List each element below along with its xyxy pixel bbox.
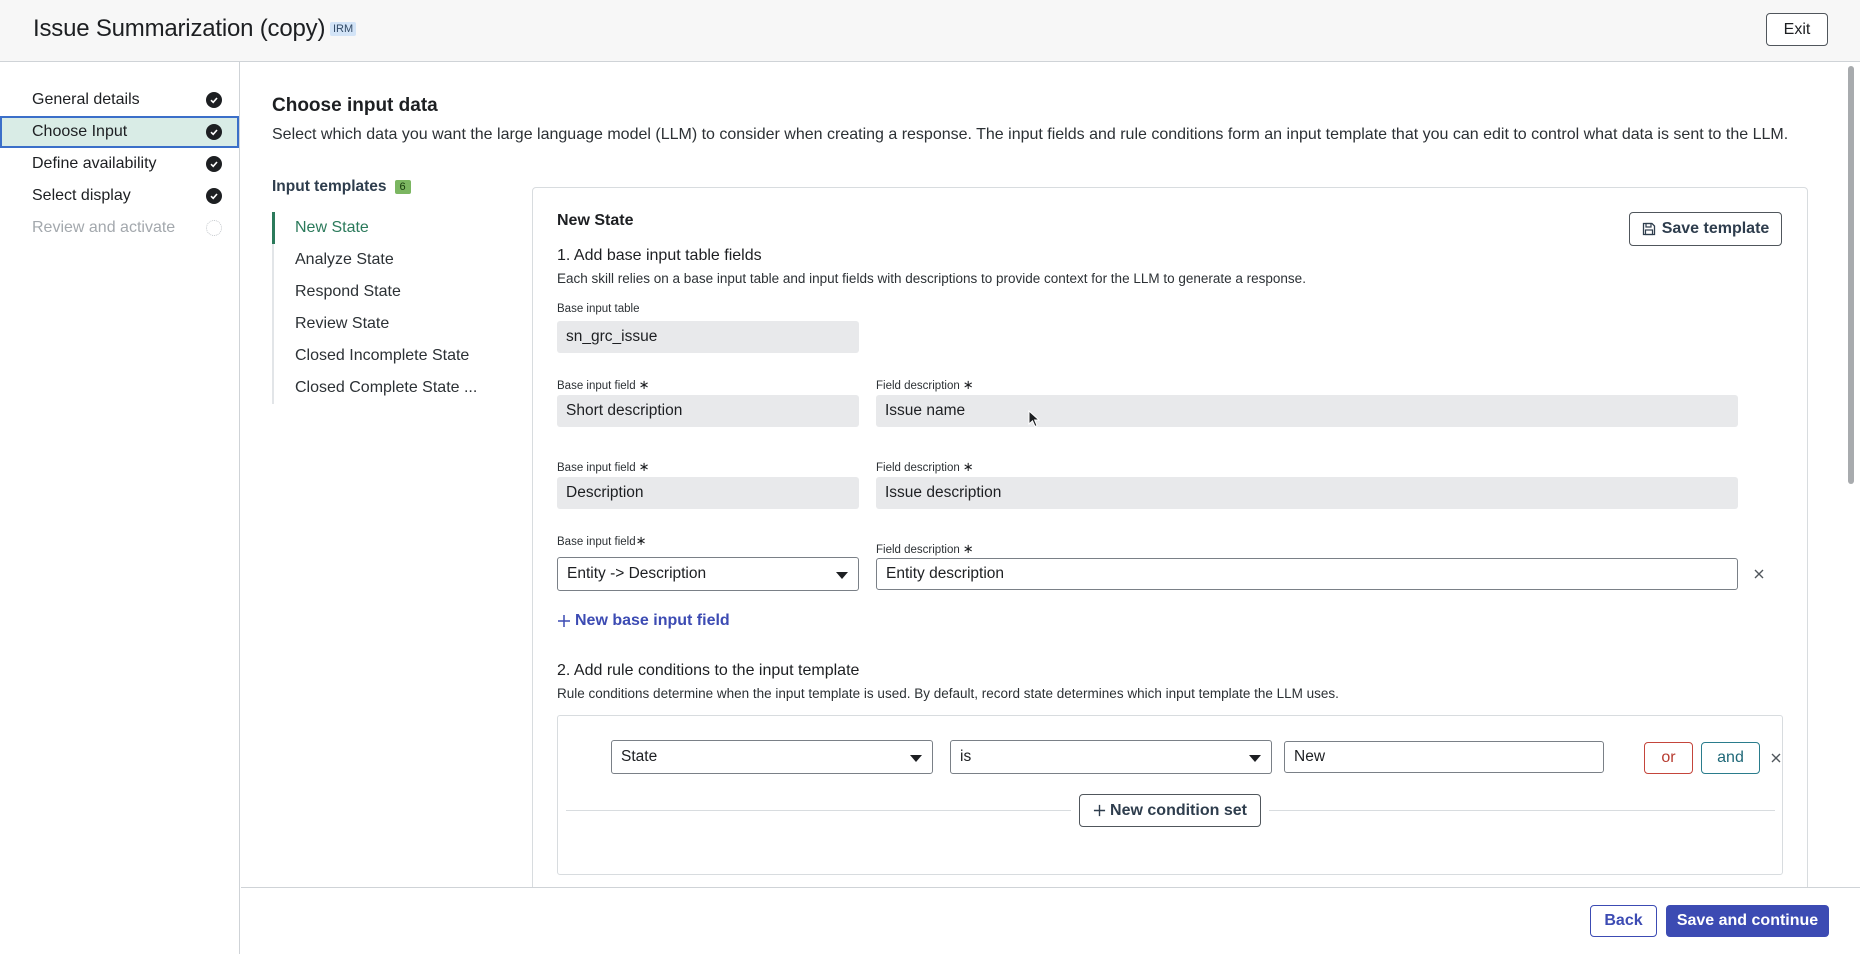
- new-base-input-field-label: New base input field: [575, 612, 730, 629]
- scrollbar-thumb[interactable]: [1848, 66, 1854, 484]
- template-item-respond-state[interactable]: Respond State: [272, 276, 482, 308]
- divider-right: [1269, 810, 1775, 811]
- base-field-label: Base input field∗: [557, 533, 647, 548]
- irm-badge: IRM: [330, 22, 356, 36]
- or-button[interactable]: or: [1644, 742, 1693, 774]
- step-label: Choose Input: [32, 123, 128, 140]
- wizard-footer: [241, 887, 1860, 954]
- remove-condition-icon[interactable]: [1769, 751, 1783, 765]
- main-content: [241, 62, 1841, 887]
- step-define-availability[interactable]: [0, 148, 239, 180]
- check-circle-icon: [206, 156, 222, 172]
- base-field-description: Description: [557, 477, 859, 509]
- base-field-label: Base input field ∗: [557, 459, 650, 474]
- templates-count-badge: 6: [395, 180, 411, 194]
- base-field-select[interactable]: [557, 557, 859, 591]
- back-button[interactable]: Back: [1590, 905, 1657, 937]
- plus-icon: [1093, 804, 1106, 817]
- template-item-review-state[interactable]: Review State: [272, 308, 482, 340]
- save-template-button[interactable]: [1629, 212, 1782, 246]
- step-label: Select display: [32, 187, 131, 204]
- save-icon: [1642, 222, 1656, 236]
- input-templates-label: Input templates: [272, 178, 387, 195]
- field-description-label: Field description ∗: [876, 377, 974, 392]
- template-item-analyze-state[interactable]: Analyze State: [272, 244, 482, 276]
- check-circle-icon: [206, 188, 222, 204]
- exit-button[interactable]: Exit: [1766, 13, 1828, 46]
- template-item-closed-complete-state[interactable]: Closed Complete State ...: [272, 372, 482, 404]
- section2-title: 2. Add rule conditions to the input template: [557, 662, 860, 679]
- mouse-cursor-icon: [1028, 410, 1040, 428]
- step-select-display[interactable]: [0, 180, 239, 212]
- page-title: Choose input data: [272, 95, 438, 116]
- field-description-issue-name: Issue name: [876, 395, 1738, 427]
- template-editor-card: [532, 187, 1808, 887]
- template-item-closed-incomplete-state[interactable]: Closed Incomplete State: [272, 340, 482, 372]
- page-description: Select which data you want the large language model (LLM) to consider when creating a response. The input fields and rule conditions form an input template that you can edit to control what data is sent to the LLM.: [272, 126, 1789, 143]
- condition-operator-value: is: [960, 748, 972, 765]
- remove-field-icon[interactable]: [1752, 567, 1766, 581]
- section2-description: Rule conditions determine when the input template is used. By default, record state determines which input template the LLM uses.: [557, 686, 1339, 701]
- app-header: [0, 0, 1860, 62]
- base-field-select-value: Entity -> Description: [567, 565, 707, 582]
- field-description-label: Field description ∗: [876, 541, 974, 556]
- template-list: [272, 212, 482, 404]
- step-choose-input[interactable]: [0, 116, 239, 148]
- step-label: Review and activate: [32, 219, 176, 236]
- plus-icon: [557, 614, 571, 628]
- wizard-stepper: [0, 62, 240, 954]
- chevron-down-icon: [910, 755, 922, 762]
- section1-description: Each skill relies on a base input table and input fields with descriptions to provide context for the LLM to generate a response.: [557, 271, 1306, 286]
- base-table-field: sn_grc_issue: [557, 321, 859, 353]
- base-field-short-description: Short description: [557, 395, 859, 427]
- condition-field-value: State: [621, 748, 658, 765]
- field-description-label: Field description ∗: [876, 459, 974, 474]
- chevron-down-icon: [1249, 755, 1261, 762]
- check-circle-icon: [206, 124, 222, 140]
- input-templates-heading: [272, 178, 411, 196]
- condition-operator-select[interactable]: [950, 740, 1272, 774]
- step-review-and-activate: [0, 212, 239, 244]
- base-field-label: Base input field ∗: [557, 377, 650, 392]
- pending-circle-icon: [206, 220, 222, 236]
- condition-builder: [557, 715, 1783, 875]
- condition-value-input[interactable]: New: [1284, 741, 1604, 773]
- main-scrollbar[interactable]: [1841, 62, 1860, 887]
- divider-left: [566, 810, 1071, 811]
- and-button[interactable]: and: [1701, 742, 1760, 774]
- new-base-input-field-button[interactable]: [557, 612, 730, 630]
- new-condition-set-button[interactable]: [1079, 794, 1261, 827]
- check-circle-icon: [206, 92, 222, 108]
- template-item-new-state[interactable]: New State: [272, 212, 482, 244]
- template-title: New State: [557, 212, 634, 229]
- save-and-continue-button[interactable]: Save and continue: [1666, 905, 1829, 937]
- new-condition-set-label: New condition set: [1110, 801, 1247, 819]
- condition-field-select[interactable]: [611, 740, 933, 774]
- step-label: Define availability: [32, 155, 157, 172]
- field-description-input[interactable]: Entity description: [876, 558, 1738, 590]
- section1-title: 1. Add base input table fields: [557, 247, 762, 264]
- app-title: Issue Summarization (copy): [33, 15, 326, 42]
- step-label: General details: [32, 91, 140, 108]
- step-general-details[interactable]: [0, 84, 239, 116]
- chevron-down-icon: [836, 572, 848, 579]
- save-template-label: Save template: [1661, 220, 1770, 237]
- field-description-issue-description: Issue description: [876, 477, 1738, 509]
- base-table-label: Base input table: [557, 303, 640, 315]
